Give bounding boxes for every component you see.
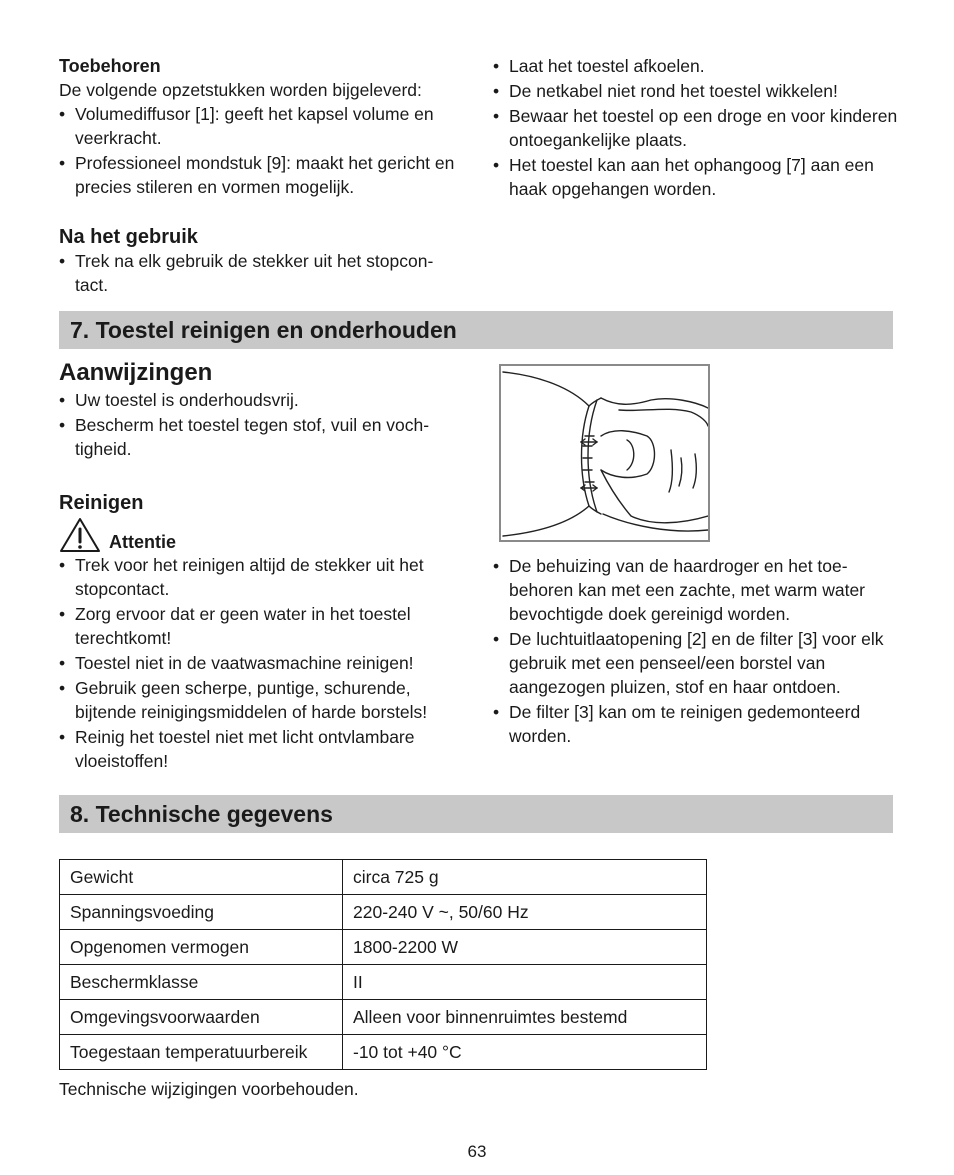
notes-list <box>59 388 464 461</box>
spec-label: Gewicht <box>60 860 343 895</box>
table-row <box>60 895 707 930</box>
filter-removal-illustration <box>499 364 710 542</box>
section8-header <box>59 795 893 833</box>
list-item: • De luchtuitlaatopening [2] en de filter [3] voor elk gebruik met een penseel/een borstel van aangezogen pluizen, stof en haar ontdoen. <box>493 627 898 699</box>
attention-label: Attentie <box>109 532 176 552</box>
table-row <box>60 1000 707 1035</box>
list-item: • Volumediffusor [1]: geeft het kapsel volume en veerkracht. <box>59 102 464 150</box>
spec-value: circa 725 g <box>343 860 707 895</box>
accessories-list <box>59 102 464 199</box>
tech-specs-table <box>59 859 707 1070</box>
table-row <box>60 965 707 1000</box>
after-use-list-right <box>493 54 898 201</box>
attention-row <box>59 517 464 553</box>
accessories-title: Toebehoren <box>59 56 161 76</box>
table-row <box>60 930 707 965</box>
list-item: • Toestel niet in de vaatwasmachine reinigen! <box>59 651 464 675</box>
warning-triangle-icon <box>59 517 101 553</box>
list-item: • De netkabel niet rond het toestel wikkelen! <box>493 79 898 103</box>
after-use-title: Na het gebruik <box>59 226 198 248</box>
spec-label: Toegestaan temperatuurbereik <box>60 1035 343 1070</box>
spec-label: Spanningsvoeding <box>60 895 343 930</box>
spec-label: Opgenomen vermogen <box>60 930 343 965</box>
attention-list <box>59 553 464 773</box>
section7-title: 7. Toestel reinigen en onderhouden <box>70 317 457 343</box>
notes-block <box>59 358 464 462</box>
after-use-block-right <box>493 54 898 202</box>
accessories-block <box>59 54 464 200</box>
spec-label: Omgevingsvoorwaarden <box>60 1000 343 1035</box>
cleaning-title: Reinigen <box>59 492 144 514</box>
after-use-block <box>59 225 464 298</box>
care-block <box>493 554 898 749</box>
table-row <box>60 860 707 895</box>
accessories-intro: De volgende opzetstukken worden bijgeleverd: <box>59 80 422 100</box>
list-item: • De behuizing van de haardroger en het toe-behoren kan met een zachte, met warm water bevochtigde doek gereinigd worden. <box>493 554 898 626</box>
spec-value: II <box>343 965 707 1000</box>
list-item: • Professioneel mondstuk [9]: maakt het gericht en precies stileren en vormen mogelijk. <box>59 151 464 199</box>
list-item: • Trek voor het reinigen altijd de stekker uit het stopcontact. <box>59 553 464 601</box>
spec-label: Beschermklasse <box>60 965 343 1000</box>
list-item: • Reinig het toestel niet met licht ontvlambare vloeistoffen! <box>59 725 464 773</box>
list-item: • Bewaar het toestel op een droge en voor kinderen ontoegankelijke plaats. <box>493 104 898 152</box>
spec-value: -10 tot +40 °C <box>343 1035 707 1070</box>
list-item: • Gebruik geen scherpe, puntige, schurende, bijtende reinigingsmiddelen of harde borstels! <box>59 676 464 724</box>
footnote: Technische wijzigingen voorbehouden. <box>59 1079 359 1099</box>
cleaning-block <box>59 491 464 774</box>
spec-value: 1800-2200 W <box>343 930 707 965</box>
list-item: • Zorg ervoor dat er geen water in het toestel terechtkomt! <box>59 602 464 650</box>
list-item: • Trek na elk gebruik de stekker uit het stopcon-tact. <box>59 249 464 297</box>
notes-title: Aanwijzingen <box>59 359 213 386</box>
section8-title: 8. Technische gegevens <box>70 801 333 827</box>
after-use-list <box>59 249 464 297</box>
page-number: 63 <box>467 1142 487 1161</box>
list-item: • Uw toestel is onderhoudsvrij. <box>59 388 464 412</box>
hand-filter-drawing <box>501 366 708 540</box>
list-item: • De filter [3] kan om te reinigen gedemonteerd worden. <box>493 700 898 748</box>
list-item: • Bescherm het toestel tegen stof, vuil en voch-tigheid. <box>59 413 464 461</box>
spec-value: Alleen voor binnenruimtes bestemd <box>343 1000 707 1035</box>
section7-header <box>59 311 893 349</box>
list-item: • Het toestel kan aan het ophangoog [7] aan een haak opgehangen worden. <box>493 153 898 201</box>
care-list <box>493 554 898 748</box>
list-item: • Laat het toestel afkoelen. <box>493 54 898 78</box>
spec-value: 220-240 V ~, 50/60 Hz <box>343 895 707 930</box>
table-row <box>60 1035 707 1070</box>
